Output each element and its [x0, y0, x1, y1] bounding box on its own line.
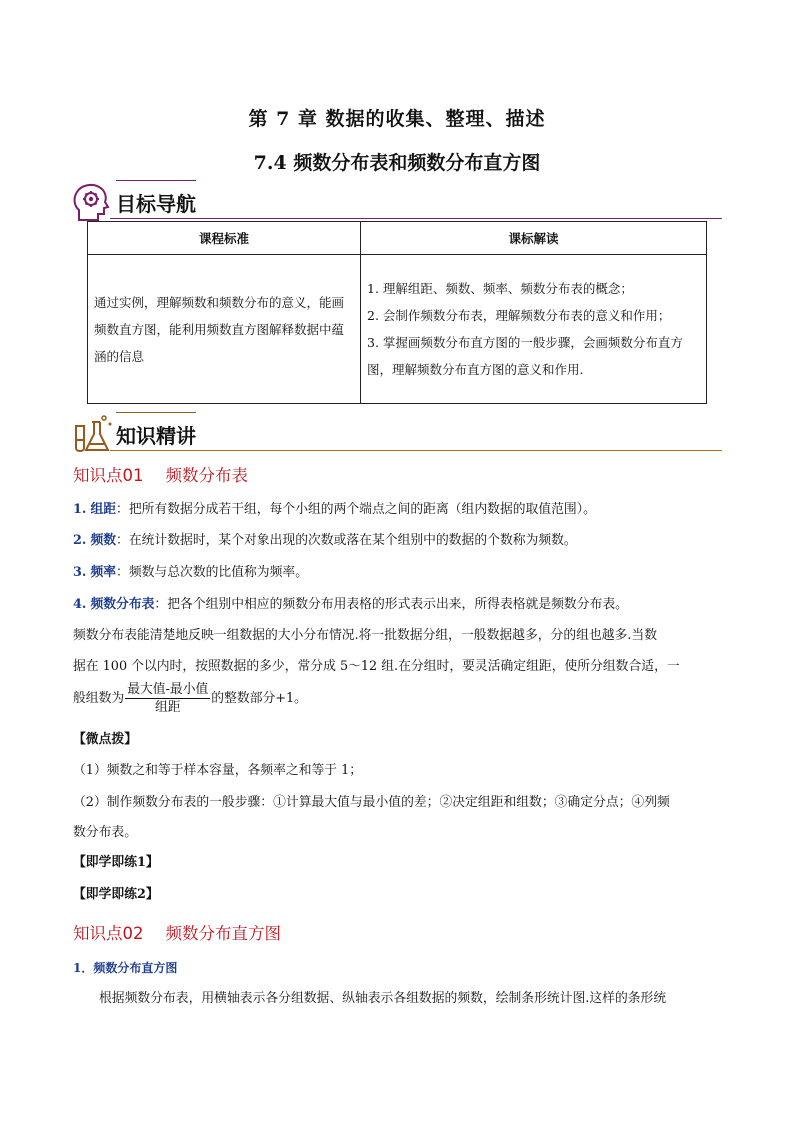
flask-icon	[70, 412, 114, 456]
term-label: 频数分布表	[90, 597, 155, 612]
interpretation-item: 2. 会制作频数分布表，理解频数分布表的意义和作用；	[367, 308, 671, 323]
kp1-item: 4. 频数分布表：把各个组别中相应的频数分布用表格的形式表示出来，所得表格就是频数分布表。	[73, 597, 628, 612]
term-label: 频数	[90, 533, 117, 548]
kp1-item: 2. 频数：在统计数据时，某个对象出现的次数或落在某个组别中的数据的个数称为频数。	[73, 533, 577, 548]
group-count-fraction: $\frac{\text{最大值-最小值}}{\text{组距}}$	[127, 682, 209, 715]
interpretation-item: 1. 理解组距、频数、频率、频数分布表的概念；	[367, 281, 633, 296]
term-label: 组距	[90, 502, 117, 517]
head-gear-icon	[70, 180, 114, 224]
table-header: 课标解读	[361, 222, 707, 255]
goals-heading	[70, 180, 730, 224]
practice-label: 【即学即练2】	[73, 887, 159, 902]
kp1-name: 频数分布表	[165, 466, 248, 485]
chapter-title: 第 7 章 数据的收集、整理、描述	[248, 108, 546, 130]
standard-cell: 通过实例，理解频数和频数分布的意义，能画频数直方图，能利用频数直方图解释数据中蕴涵的信息	[88, 255, 361, 404]
paragraph-line: 频数分布表能清楚地反映一组数据的大小分布情况.将一批数据分组，一般数据越多，分的组也越多.当数	[73, 628, 657, 643]
kp2-name: 频数分布直方图	[165, 924, 281, 943]
kp1-number: 知识点01	[73, 466, 144, 485]
term-label: 频率	[90, 565, 117, 580]
knowledge-heading-label: 知识精讲	[116, 424, 196, 448]
tip-line: （2）制作频数分布表的一般步骤：①计算最大值与最小值的差；②决定组距和组数；③确定分点；④列频	[73, 795, 670, 810]
table-header: 课程标准	[88, 222, 361, 255]
kp2-title	[73, 920, 281, 944]
section-title: 7.4 频数分布表和频数分布直方图	[253, 152, 541, 174]
paragraph-line: 般组数为 $\frac{\text{最大值-最小值}}{\text{组距}}$ 的整数部分+1。	[73, 682, 307, 715]
paragraph-line: 据在 100 个以内时，按照数据的多少，常分成 5～12 组.在分组时，要灵活确定组距，使所分组数合适，一	[73, 659, 680, 674]
interpretation-cell	[361, 255, 707, 404]
tip-title: 【微点拨】	[73, 732, 137, 747]
paragraph-line: 根据频数分布表，用横轴表示各分组数据、纵轴表示各组数据的频数，绘制条形统计图.这样的条形统	[99, 991, 667, 1006]
kp1-item: 3. 频率：频数与总次数的比值称为频率。	[73, 565, 308, 580]
course-standard-table	[87, 221, 707, 404]
interpretation-item: 3. 掌握画频数分布直方图的一般步骤，会画频数分布直方图，理解频数分布直方图的意义和作用.	[367, 335, 683, 377]
practice-label: 【即学即练1】	[73, 855, 159, 870]
tip-line: （1）频数之和等于样本容量，各频率之和等于 1；	[73, 763, 363, 778]
kp2-number: 知识点02	[73, 924, 144, 943]
kp2-subtitle: 1．频数分布直方图	[73, 961, 178, 975]
knowledge-heading	[70, 412, 730, 456]
kp1-title	[73, 462, 248, 486]
tip-line: 数分布表。	[73, 825, 137, 840]
goals-heading-label: 目标导航	[116, 192, 196, 216]
kp1-item: 1. 组距：把所有数据分成若干组，每个小组的两个端点之间的距离（组内数据的取值范围）。	[73, 502, 596, 517]
